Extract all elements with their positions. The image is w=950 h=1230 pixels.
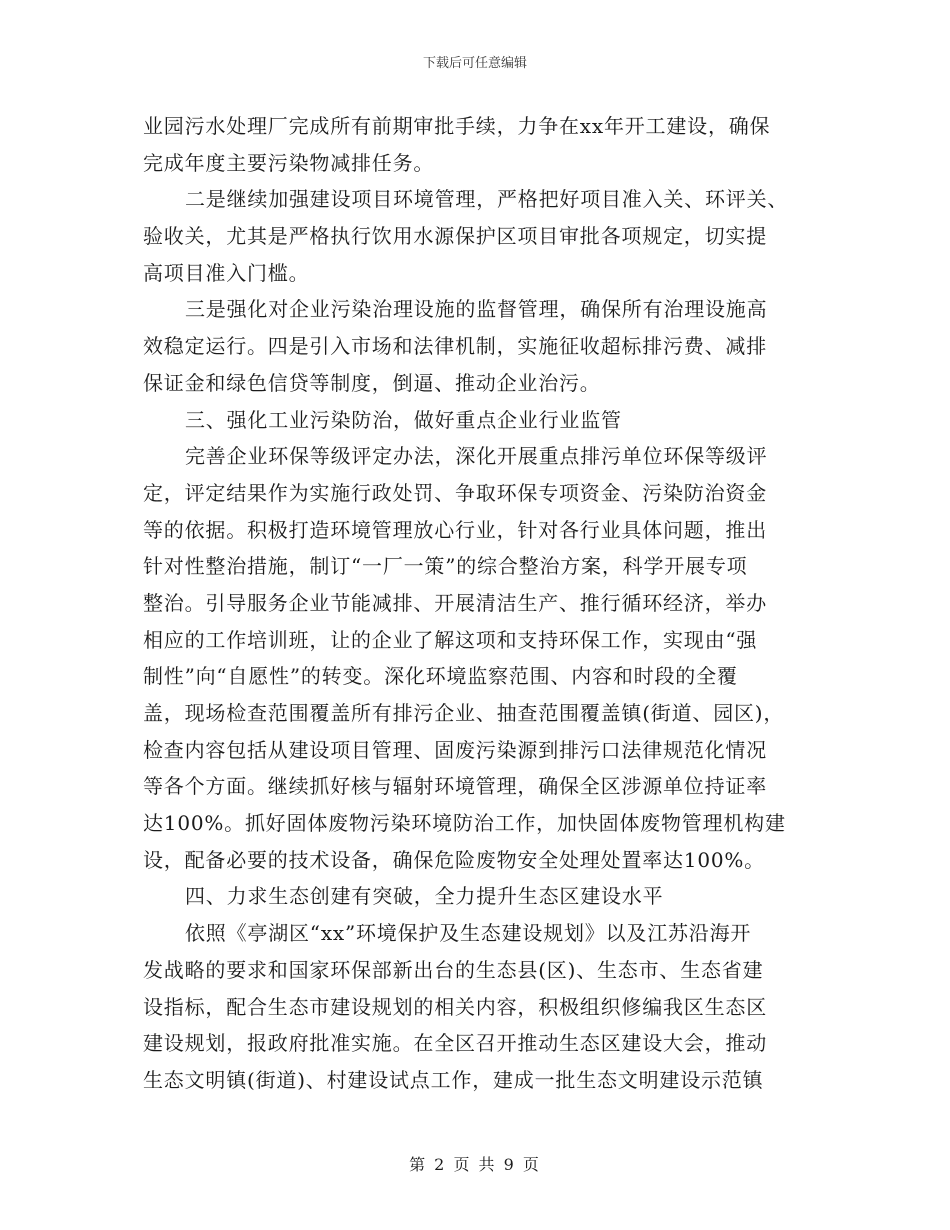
text-line: 检查内容包括从建设项目管理、固废污染源到排污口法律规范化情况 <box>143 737 767 762</box>
text-line: 达100%。抓好固体废物污染环境防治工作，加快固体废物管理机构建 <box>143 811 786 836</box>
text-line: 盖，现场检查范围覆盖所有排污企业、抽查范围覆盖镇(街道、园区)， <box>143 701 785 725</box>
text-line: 完成年度主要污染物减排任务。 <box>143 150 435 175</box>
text-line: 效稳定运行。四是引入市场和法律机制，实施征收超标排污费、减排 <box>143 334 767 359</box>
section-heading: 四、力求生态创建有突破，全力提升生态区建设水平 <box>185 884 664 909</box>
page-header: 下载后可任意编辑 <box>422 56 527 71</box>
text-line: 针对性整治措施，制订“一厂一策”的综合整治方案，科学开展专项 <box>143 554 748 579</box>
text-line: 等的依据。积极打造环境管理放心行业，针对各行业具体问题，推出 <box>143 517 767 542</box>
text-line: 三是强化对企业污染治理设施的监督管理，确保所有治理设施高 <box>185 297 768 322</box>
document-body <box>143 108 813 1099</box>
text-line: 建设规划，报政府批准实施。在全区召开推动生态区建设大会，推动 <box>143 1031 767 1056</box>
text-line: 保证金和绿色信贷等制度，倒逼、推动企业治污。 <box>143 370 601 395</box>
text-line: 制性”向“自愿性”的转变。深化环境监察范围、内容和时段的全覆 <box>143 664 738 689</box>
text-line: 二是继续加强建设项目环境管理，严格把好项目准入关、环评关、 <box>185 187 789 212</box>
text-line: 发战略的要求和国家环保部新出台的生态县(区)、生态市、生态省建 <box>143 957 764 982</box>
text-line: 设，配备必要的技术设备，确保危险废物安全处理处置率达100%。 <box>143 847 765 872</box>
text-line: 设指标，配合生态市建设规划的相关内容，积极组织修编我区生态区 <box>143 994 767 1019</box>
text-line: 高项目准入门槛。 <box>143 260 310 285</box>
page-number: 第 2 页 共 9 页 <box>409 1155 541 1174</box>
text-line: 依照《亭湖区“xx”环境保护及生态建设规划》以及江苏沿海开 <box>185 921 752 946</box>
text-line: 定，评定结果作为实施行政处罚、争取环保专项资金、污染防治资金 <box>143 480 767 505</box>
text-line: 验收关，尤其是严格执行饮用水源保护区项目审批各项规定，切实提 <box>143 224 767 249</box>
section-heading: 三、强化工业污染防治，做好重点企业行业监管 <box>185 407 622 432</box>
text-line: 完善企业环保等级评定办法，深化开展重点排污单位环保等级评 <box>185 444 768 469</box>
text-line: 相应的工作培训班，让的企业了解这项和支持环保工作，实现由“强 <box>143 627 758 652</box>
text-line: 等各个方面。继续抓好核与辐射环境管理，确保全区涉源单位持证率 <box>143 774 767 799</box>
text-line: 业园污水处理厂完成所有前期审批手续，力争在xx年开工建设，确保 <box>143 114 771 138</box>
text-line: 整治。引导服务企业节能减排、开展清洁生产、推行循环经济，举办 <box>143 590 767 615</box>
text-line: 生态文明镇(街道)、村建设试点工作，建成一批生态文明建设示范镇 <box>143 1067 764 1092</box>
